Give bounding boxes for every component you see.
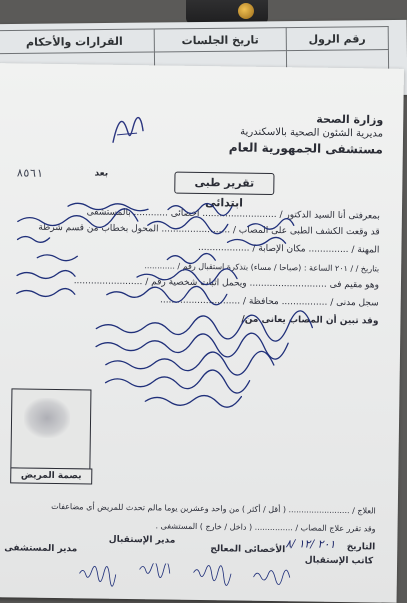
field-injuries-heading: وقد تبين أن المصاب يعانى من/ (241, 314, 379, 327)
signatures (0, 561, 397, 603)
serial-number: ٨٥٦١ (16, 166, 44, 180)
report-header (229, 111, 384, 156)
medical-report-sheet (0, 63, 404, 603)
ledger-col-roll: رقم الرول (286, 27, 389, 51)
fingerprint-mark (24, 398, 71, 439)
directorate-name: مديرية الشئون الصحية بالاسكندرية (240, 126, 384, 140)
field-treatment: العلاج / ........................ ( أقل / أكثر ) من واحد وعشرين يوما مالم تحدث للمريض أى مضاعفات (51, 501, 376, 516)
sig-label-reception-clerk: كاتب الإستقبال (304, 555, 374, 567)
sig-label-hospital-director: مدير المستشفى (4, 543, 78, 555)
fingerprint-box (10, 388, 91, 469)
field-date-label: التاريخ (346, 542, 376, 553)
field-date-value: ٢٠١ /١٢ /٨ (285, 537, 336, 551)
field-exam: قد وقعت الكشف الطبى على المصاب / ........................ المحول بخطاب من قسم شرطة (38, 222, 380, 238)
ledger-col-sessions: تاريخ الجلسات (154, 28, 286, 52)
field-civil-registry: سجل مدنى / ................ محافظة / ............................ (159, 295, 379, 309)
sig-label-specialist: الأخصائى المعالج (210, 544, 286, 556)
field-decision: وقد تقرر علاج المصاب / ............... ( داخل / خارج ) المستشفى . (155, 521, 376, 534)
field-residence: وهو مقيم فى ........................... ويحمل اثبات شخصية رقم / ........................ (73, 276, 380, 291)
field-doctor: بمعرفتى أنا السيد الدكتور / .......................... اخصائى ............ بالمستشفى (86, 207, 380, 222)
ledger-col-decisions: القرارات والأحكام (0, 29, 155, 54)
field-job: المهنة / .............. مكان الإصابة / .................. (197, 242, 380, 256)
phone-object (186, 0, 268, 24)
ministry-name: وزارة الصحة (316, 112, 384, 127)
gold-emblem-icon (238, 3, 254, 19)
hospital-name: مستشفى الجمهورية العام (228, 140, 383, 157)
field-datetime: بتاريخ / / ٢٠١ الساعة : (صباحا / مساء) بتذكرة استقبال رقم / ............ (144, 261, 380, 274)
corner-signature (107, 113, 147, 150)
report-title: تقرير طبى ابتدائى (174, 172, 274, 195)
fingerprint-label: بصمة المريض (10, 467, 92, 484)
sig-label-reception-director: مدير الإستقبال (108, 534, 176, 546)
serial-label: بعد (94, 168, 109, 179)
